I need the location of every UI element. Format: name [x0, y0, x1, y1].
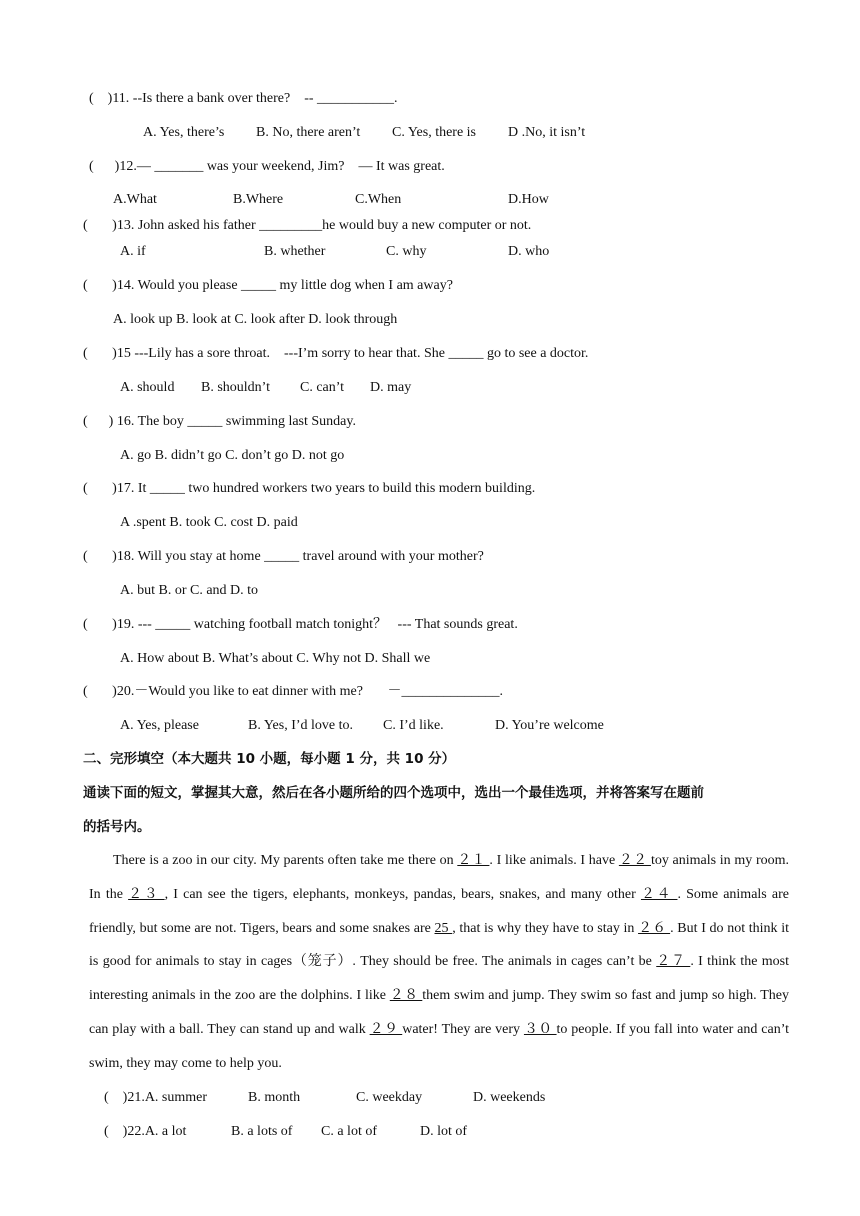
passage-text: them swim and jump. They swim so fast and jump so high. They can play with a ball. They can stand up and walk [89, 988, 789, 1037]
passage-text: , I can see the tigers, elephants, monkeys, pandas, bears, snakes, and many other [164, 886, 641, 902]
question-11-stem: ( )11. --Is there a bank over there? -- ___________. [89, 91, 398, 106]
question-15-option-c: C. can’t [300, 380, 345, 395]
question-16-options: A. go B. didn’t go C. don’t go D. not go [120, 448, 345, 463]
question-18-options: A. but B. or C. and D. to [120, 583, 259, 598]
question-15-option-d: D. may [370, 380, 412, 395]
blank-27: ２７ [656, 954, 691, 970]
passage-text: to people. If you fall into water and can’t swim, they may come to help you. [89, 1021, 789, 1071]
passage-text: . Some animals are friendly, but some are not. Tigers, bears and some snakes are [89, 886, 790, 936]
question-12-option-b: B.Where [233, 192, 284, 207]
question-20-option-b: B. Yes, I’d love to. [248, 718, 354, 733]
question-18-stem: ( )18. Will you stay at home _____ travel around with your mother? [83, 549, 484, 564]
question-20-stem: ( )20.－Would you like to eat dinner with me? －______________. [83, 684, 503, 699]
blank-28: ２８ [389, 988, 423, 1004]
question-17-options: A .spent B. took C. cost D. paid [120, 515, 298, 530]
question-16-stem: ( ) 16. The boy _____ swimming last Sunday. [83, 414, 356, 429]
blank-22: ２２ [618, 853, 651, 868]
question-13-option-b: B. whether [264, 244, 326, 259]
question-12-stem: ( )12.— _______ was your weekend, Jim? — It was great. [89, 159, 445, 174]
passage-text: . But I do not think it is good for animals to stay in cages（笼子）. They should be free. The animals in cages can’t be [89, 920, 790, 970]
blank-25: 25 [434, 920, 453, 936]
question-17-stem: ( )17. It _____ two hundred workers two years to build this modern building. [83, 481, 536, 496]
question-19-stem: ( )19. --- _____ watching football match tonight？ --- That sounds great. [83, 617, 518, 632]
question-11-option-b: B. No, there aren’t [256, 125, 361, 140]
question-22-option-d: D. lot of [420, 1124, 468, 1139]
section-heading: 二、完形填空（本大题共 10 小题，每小题 1 分，共 10 分） [83, 751, 456, 767]
question-12-option-d: D.How [508, 192, 549, 207]
passage-text: There is a zoo in our city. My parents often take me there on [113, 853, 458, 868]
section-instruction-line-1: 通读下面的短文，掌握其大意，然后在各小题所给的四个选项中，选出一个最佳选项，并将答案写在题前 [83, 785, 704, 801]
blank-29: ２９ [369, 1021, 403, 1037]
question-15-option-b: B. shouldn’t [201, 380, 270, 395]
blank-23: ２３ [128, 886, 165, 902]
question-21-stem: ( )21.A. summer [104, 1090, 208, 1105]
question-13-option-a: A. if [120, 244, 146, 259]
question-13-option-c: C. why [386, 244, 427, 259]
passage-text: water! They are very [402, 1021, 524, 1037]
passage-text: . I like animals. I have [489, 853, 619, 868]
blank-30: ３０ [523, 1021, 557, 1037]
question-12-option-a: A.What [113, 192, 157, 207]
question-20-option-c: C. I’d like. [383, 718, 444, 733]
question-11-option-d: D .No, it isn’t [508, 125, 586, 140]
passage-text: . I think the most interesting animals in the zoo are the dolphins. I like [89, 954, 789, 1004]
question-20-option-a: A. Yes, please [120, 718, 199, 733]
question-21-option-b: B. month [248, 1090, 301, 1105]
question-13-stem: ( )13. John asked his father _________he would buy a new computer or not. [83, 218, 532, 233]
passage-text: , that is why they have to stay in [452, 920, 639, 936]
question-21-option-d: D. weekends [473, 1090, 546, 1105]
blank-21: ２１ [457, 853, 490, 868]
cloze-passage [89, 844, 789, 1081]
question-22-stem: ( )22.A. a lot [104, 1124, 187, 1139]
question-14-stem: ( )14. Would you please _____ my little dog when I am away? [83, 278, 453, 293]
blank-26: ２６ [638, 920, 671, 936]
question-15-stem: ( )15 ---Lily has a sore throat. ---I’m sorry to hear that. She _____ go to see a doctor. [83, 346, 589, 361]
question-22-option-c: C. a lot of [321, 1124, 377, 1139]
question-21-option-c: C. weekday [356, 1090, 423, 1105]
blank-24: ２４ [640, 886, 678, 902]
passage-text: toy animals in my room. In the [89, 853, 790, 902]
question-14-options: A. look up B. look at C. look after D. look through [113, 312, 398, 327]
question-19-options: A. How about B. What’s about C. Why not D. Shall we [120, 651, 431, 666]
question-12-option-c: C.When [355, 192, 402, 207]
question-15-option-a: A. should [120, 380, 175, 395]
question-22-option-b: B. a lots of [231, 1124, 293, 1139]
question-11-option-a: A. Yes, there’s [143, 125, 225, 140]
question-11-option-c: C. Yes, there is [392, 125, 477, 140]
question-13-option-d: D. who [508, 244, 550, 259]
section-instruction-line-2: 的括号内。 [83, 819, 151, 835]
question-20-option-d: D. You’re welcome [495, 718, 604, 733]
